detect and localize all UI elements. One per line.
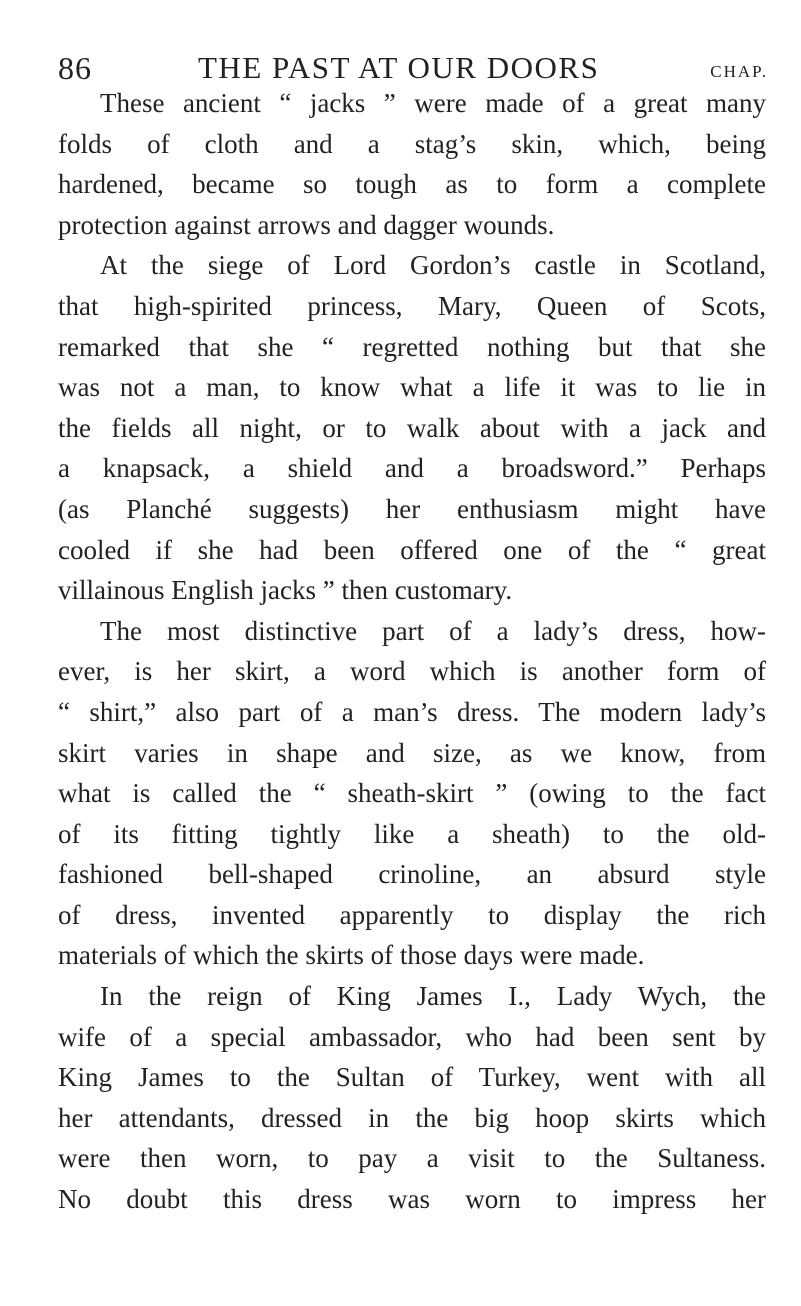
chapter-abbrev: CHAP. [710, 62, 768, 81]
text-line: remarked that she “ regretted nothing but that she [58, 331, 766, 362]
text-line: what is called the “ sheath-skirt ” (owing to the fact [58, 778, 766, 809]
text-line: that high-spirited princess, Mary, Queen of Scots, [58, 290, 766, 321]
text-line: protection against arrows and dagger wounds. [58, 209, 555, 240]
text-line: folds of cloth and a stag’s skin, which, being [58, 128, 766, 159]
text-line: were then worn, to pay a visit to the Sultaness. [58, 1143, 766, 1174]
text-line: was not a man, to know what a life it was to lie in [58, 372, 766, 403]
text-line: of its fitting tightly like a sheath) to the old- [58, 818, 766, 849]
text-line: fashioned bell-shaped crinoline, an absurd style [58, 859, 766, 890]
text-line: skirt varies in shape and size, as we know, from [58, 737, 766, 768]
text-line: hardened, became so tough as to form a complete [58, 169, 766, 200]
text-line: cooled if she had been offered one of the “ great [58, 534, 766, 565]
text-line: a knapsack, a shield and a broadsword.” Perhaps [58, 453, 766, 484]
body-text [58, 83, 766, 1220]
running-head [58, 20, 768, 86]
text-line: The most distinctive part of a lady’s dress, how- [100, 615, 766, 646]
text-line: These ancient “ jacks ” were made of a great many [100, 88, 766, 118]
text-line: ever, is her skirt, a word which is another form of [58, 656, 766, 687]
text-line: No doubt this dress was worn to impress her [58, 1184, 766, 1215]
text-line: materials of which the skirts of those days were made. [58, 940, 645, 971]
text-line: the fields all night, or to walk about with a jack and [58, 412, 766, 443]
text-line: wife of a special ambassador, who had been sent by [58, 1021, 766, 1052]
text-line: her attendants, dressed in the big hoop skirts which [58, 1102, 766, 1133]
text-line: of dress, invented apparently to display the rich [58, 899, 766, 930]
text-line: In the reign of King James I., Lady Wych, the [100, 981, 766, 1012]
text-line: At the siege of Lord Gordon’s castle in Scotland, [100, 250, 766, 281]
running-title: THE PAST AT OUR DOORS [198, 50, 600, 85]
text-line: King James to the Sultan of Turkey, went with all [58, 1062, 766, 1093]
text-line: “ shirt,” also part of a man’s dress. The modern lady’s [58, 696, 766, 727]
text-line: (as Planché suggests) her enthusiasm might have [58, 493, 766, 524]
text-line: villainous English jacks ” then customary. [58, 575, 513, 606]
page-number: 86 [58, 50, 92, 86]
